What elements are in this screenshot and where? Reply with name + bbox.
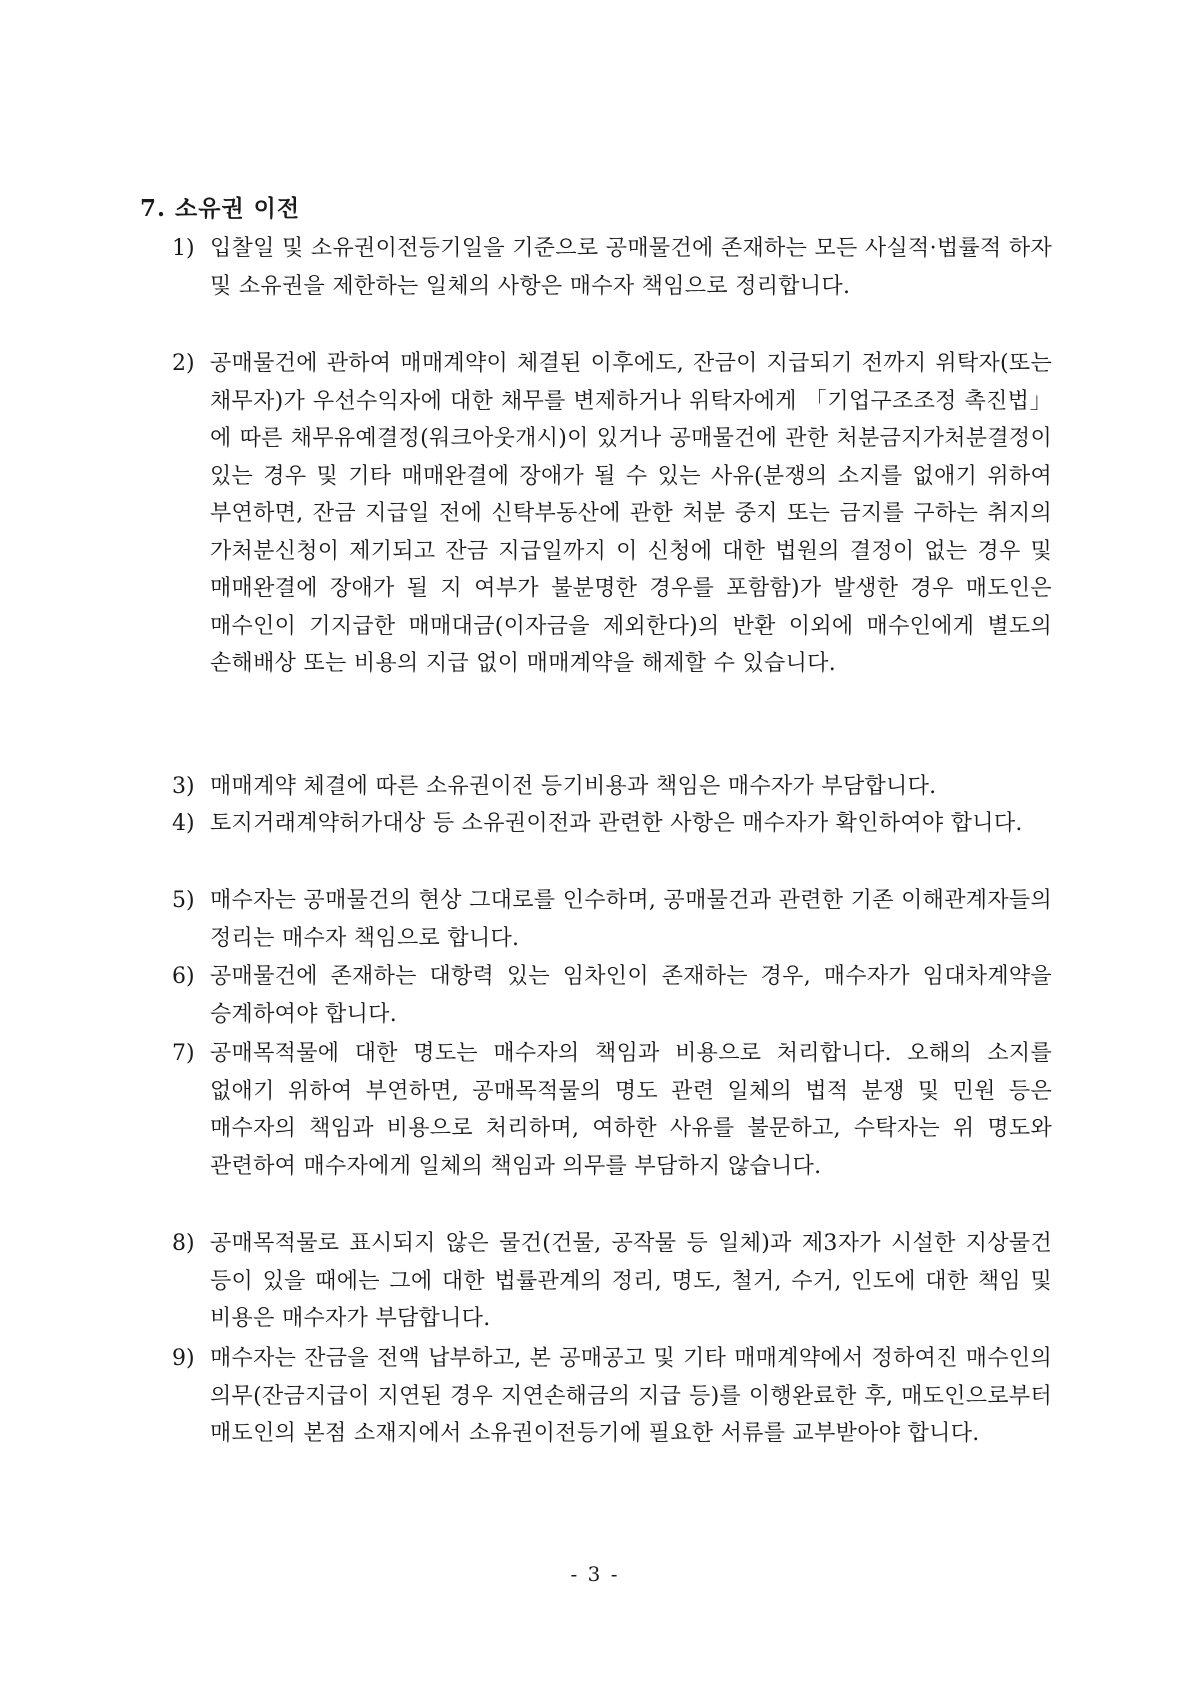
item-text: 매매계약 체결에 따른 소유권이전 등기비용과 책임은 매수자가 부담합니다. xyxy=(210,774,937,799)
item-text: 공매목적물에 대한 명도는 매수자의 책임과 비용으로 처리합니다. 오해의 소지를 없애기 위하여 부연하면, 공매목적물의 명도 관련 일체의 법적 분쟁 및 민원 등은 매수자의 책임과 비용으로 처리하며, 여하한 사유를 불문하고, 수탁자는 위 명도와 관련하여 매수자에게 일체의 책임과 의무를 부담하지 않습니다. xyxy=(210,1041,1052,1179)
item-number: 9) xyxy=(172,1346,195,1371)
item-text: 매수자는 공매물건의 현상 그대로를 인수하며, 공매물건과 관련한 기존 이해관계자들의 정리는 매수자 책임으로 합니다. xyxy=(210,888,1052,951)
item-number: 8) xyxy=(172,1231,195,1256)
item-number: 5) xyxy=(172,888,195,913)
item-text: 공매물건에 관하여 매매계약이 체결된 이후에도, 잔금이 지급되기 전까지 위탁자(또는 채무자)가 우선수익자에 대한 채무를 변제하거나 위탁자에게 「기업구조조정 촉진법」에 따른 채무유예결정(워크아웃개시)이 있거나 공매물건에 관한 처분금지가처분결정이 있는 경우 및 기타 매매완결에 장애가 될 수 있는 사유(분쟁의 소지를 없애기 위하여 부연하면, 잔금 지급일 전에 신탁부동산에 관한 처분 중지 또는 금지를 구하는 취지의 가처분신청이 제기되고 잔금 지급일까지 이 신청에 대한 법원의 결정이 없는 경우 및 매매완결에 장애가 될 지 여부가 불분명한 경우를 포함함)가 발생한 경우 매도인은 매수인이 기지급한 매매대금(이자금을 제외한다)의 반환 이외에 매수인에게 별도의 손해배상 또는 비용의 지급 없이 매매계약을 해제할 수 있습니다. xyxy=(210,351,1052,676)
item-text: 매수자는 잔금을 전액 납부하고, 본 공매공고 및 기타 매매계약에서 정하여진 매수인의 의무(잔금지급이 지연된 경우 지연손해금의 지급 등)를 이행완료한 후, 매도인으로부터 매도인의 본점 소재지에서 소유권이전등기에 필요한 서류를 교부받아야 합니다. xyxy=(210,1346,1052,1446)
item-text: 입찰일 및 소유권이전등기일을 기준으로 공매물건에 존재하는 모든 사실적·법률적 하자 및 소유권을 제한하는 일체의 사항은 매수자 책임으로 정리합니다. xyxy=(210,236,1052,299)
item-text: 토지거래계약허가대상 등 소유권이전과 관련한 사항은 매수자가 확인하여야 합니다. xyxy=(210,811,1023,836)
item-number: 1) xyxy=(172,236,195,261)
item-number: 7) xyxy=(172,1041,195,1066)
item-number: 6) xyxy=(172,964,195,989)
item-number: 4) xyxy=(172,811,195,836)
page-number: - 3 - xyxy=(570,1562,620,1586)
section-heading: 7. 소유권 이전 xyxy=(140,195,301,222)
item-text: 공매목적물로 표시되지 않은 물건(건물, 공작물 등 일체)과 제3자가 시설한 지상물건 등이 있을 때에는 그에 대한 법률관계의 정리, 명도, 철거, 수거, 인도에 대한 책임 및 비용은 매수자가 부담합니다. xyxy=(210,1231,1052,1331)
item-text: 공매물건에 존재하는 대항력 있는 임차인이 존재하는 경우, 매수자가 임대차계약을 승계하여야 합니다. xyxy=(210,964,1052,1027)
item-number: 2) xyxy=(172,351,195,376)
item-number: 3) xyxy=(172,774,195,799)
